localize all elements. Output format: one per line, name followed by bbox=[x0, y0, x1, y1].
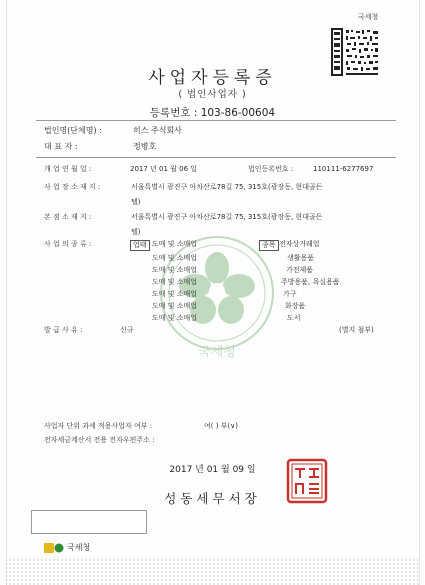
issue-date: 2017 년 01 월 09 일 bbox=[169, 465, 256, 475]
business-category: 도매 및 소매업 bbox=[152, 278, 198, 286]
registration-number: 등록번호 : 103-86-00604 bbox=[149, 107, 276, 119]
opening-date-label: 개 업 연 월 일 : bbox=[44, 165, 92, 173]
business-item: 가전제품 bbox=[286, 266, 314, 274]
business-item: 생활용품 bbox=[287, 254, 315, 262]
document-subtitle: ( 법인사업자 ) bbox=[178, 89, 247, 100]
official-seal-stamp bbox=[286, 458, 328, 504]
company-name-value: 히스 주식회사 bbox=[133, 126, 182, 135]
business-item: 도서 bbox=[287, 314, 301, 322]
tax-office-name: 성동세무서장 bbox=[164, 491, 261, 506]
bottom-scan-strip bbox=[0, 558, 425, 585]
unit-tax-label: 사업자 단위 과세 적용사업자 여부 : bbox=[44, 422, 153, 430]
business-item: 전자상거래업 bbox=[279, 240, 320, 248]
business-item: 화장품 bbox=[285, 302, 306, 310]
issue-reason-value: 신규 bbox=[120, 326, 134, 334]
corp-reg-value: 110111-6277697 bbox=[313, 165, 374, 173]
nts-logo-text: 국세청 bbox=[67, 543, 91, 552]
business-category: 도매 및 소매업 bbox=[152, 254, 198, 262]
qr-badge-label: 국세청 bbox=[358, 13, 379, 21]
email-label: 전자세금계산서 전용 전자우편주소 : bbox=[44, 436, 155, 444]
representative-label: 대 표 자 : bbox=[44, 142, 78, 151]
nts-logo-icon bbox=[44, 543, 64, 553]
business-category: 도매 및 소매업 bbox=[152, 314, 198, 322]
business-address-label: 사 업 장 소 재 지 : bbox=[44, 183, 101, 191]
business-item: 주방용품, 욕실용품 bbox=[281, 278, 340, 286]
business-address-line1: 서울특별시 광진구 아차산로78길 75, 315호(광장동, 현대골든 bbox=[131, 183, 323, 191]
hq-address-line1: 서울특별시 광진구 아차산로78길 75, 315호(광장동, 현대골든 bbox=[131, 213, 323, 221]
document-title: 사업자등록증 bbox=[148, 68, 277, 88]
business-item: 가구 bbox=[283, 290, 297, 298]
svg-text:국세청: 국세청 bbox=[198, 345, 236, 360]
hq-address-label: 본 점 소 재 지 : bbox=[44, 213, 92, 221]
attachment-note: (별지 첨부) bbox=[339, 326, 374, 334]
business-type-label: 사 업 의 종 류 : bbox=[44, 240, 92, 248]
unit-tax-value: 여( ) 부(∨) bbox=[204, 422, 239, 430]
divider-top bbox=[36, 120, 396, 121]
business-category: 도매 및 소매업 bbox=[152, 302, 198, 310]
category-tag: 업태 bbox=[130, 240, 150, 251]
business-address-line2: 텔) bbox=[131, 198, 141, 206]
divider-mid bbox=[36, 157, 396, 158]
hq-address-line2: 텔) bbox=[131, 228, 141, 236]
nts-footer-logo bbox=[44, 542, 90, 553]
business-category: 도매 및 소매업 bbox=[152, 290, 198, 298]
opening-date-value: 2017 년 01 월 06 일 bbox=[130, 165, 198, 173]
company-name-label: 법인명(단체명) : bbox=[44, 126, 102, 135]
representative-value: 정병호 bbox=[133, 142, 157, 151]
corp-reg-label: 법인등록번호 : bbox=[248, 165, 294, 173]
business-category: 도매 및 소매업 bbox=[152, 240, 198, 248]
issue-reason-label: 발 급 사 유 : bbox=[44, 326, 83, 334]
business-category: 도매 및 소매업 bbox=[152, 266, 198, 274]
blank-stamp-box bbox=[31, 510, 147, 534]
item-tag: 종목 bbox=[259, 240, 279, 251]
